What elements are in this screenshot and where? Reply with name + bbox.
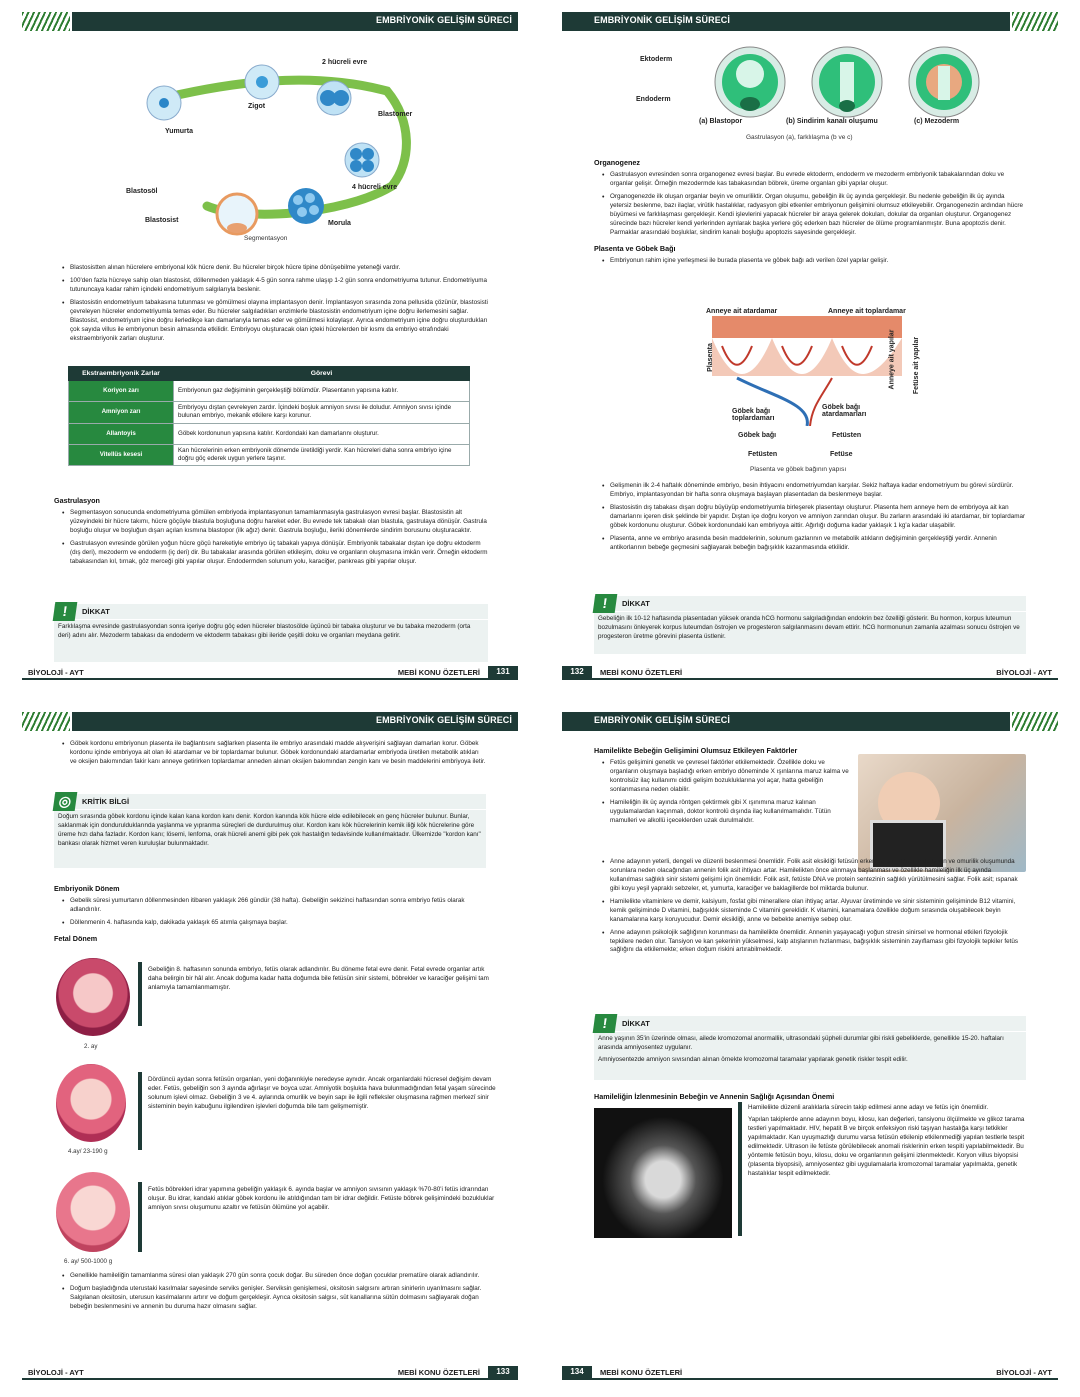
bullet: • Blastosistin endometriyum tabakasına tutunması ve gömülmesi olayına implantasyon denir. İmplantasyon sırasında zona pellusida çözünür, blastosisti çevreleyen hücreler endometriyumla temas eder. Bu hücreler salgıladıkları enzimlerle blastosistin endometriyum içine doğru ilerlemesini sağlar. Blastosist, endometriyum içine doğru ilerledikçe kan damarlarıyla temas eder ve gömülmesi kolaylaşır. Ayrıca endometriyum içine doğru oluşturdukları çok sayıda villus ile embriyonun besin almasında etkilidir. Embriyoyu oluşturacak olan içteki hücrelerden bir kısmı da embriyo etrafındaki ekstraembriyonik zarları oluşturur. [62,299,488,344]
bullet: • Embriyonun rahim içine yerleşmesi ile burada plasenta ve göbek bağı adı verilen özel yapılar gelişir. [602,257,1026,266]
bullet: • Gastrulasyon evresinde görülen yoğun hücre göçü hareketiyle embriyo üç tabakalı yapıya dönüşür. Embriyonik tabakalar dıştan içe doğru ektoderm (dış deri), mezoderm ve endoderm (iç deri) dir. Bu tabakalar arasında görülen etkileşim, doku ve organların oluşmasına imkân verir. Örneğin ektoderm tabakasından kıl, tırnak, göz merceği gibi yapılar oluşur. Endodermden solunum yolu, karaciğer, pankreas gibi yapılar oluşur. [62,540,488,567]
bullet: • Hamileliğin ilk üç ayında röntgen çektirmek gibi X ışınımına maruz kalınan uygulamalardan kaçınmalı, doktor kontrolü dışında ilaç kullanılmamalıdır. Tütün mamulleri ve alkollü içeceklerden uzak durulmalıdır. [602,799,854,826]
section-title: Organogenez [594,158,640,167]
label-blastosol: Blastosöl [126,188,158,195]
label-gobek-toplar: Göbek bağı toplardamarı [732,408,775,422]
bullet: • Anne adayının yeterli, dengeli ve düzenli beslenmesi önemlidir. Folik asit eksikliği fetüsün erken gelişim döneminde beyin ve omurilik oluşumunda sorunlara neden olacağından annenin folik asit ihtiyacı artar. Hamilelikten önce alınmaya başlanması ve özellikle hamileliğin ilk üç ayında kullanılması sağlıklı sinir sistemi gelişimi için önemlidir. Folik asit, fetüste DNA ve protein sentezinin sağlıklı yürütülmesini sağlar. Folik asit; ıspanak gibi koyu yeşil yapraklı sebzeler, et, yumurta, karaciğer ve baklagillerde bol miktarda bulunur. [602,858,1026,894]
label-blastosist: Blastosist [145,217,179,224]
box-text: Hamilelikte düzenli aralıklarla sürecin takip edilmesi anne adayı ve fetüs için önemlidir. [748,1104,989,1111]
dikkat-note [54,604,488,662]
label-plasenta: Plasenta [706,343,714,372]
baby-photo [858,754,1026,872]
label-blastomer: Blastomer [378,111,413,118]
page-footer [562,1366,1058,1379]
header-title: EMBRİYONİK GELİŞİM SÜRECİ [594,15,731,25]
page-footer [22,1366,518,1379]
bullet: • Blastosistin dış tabakası dışarı doğru büyüyüp endometriyumla birleşerek plasentayı oluşturur. Plasenta hem anneye hem de embriyoya ait kan damarlarını içeren disk şeklinde bir yapıdır. Dıştan içe doğru koryon ve amniyon zarından oluşur. Bu zarların arasındaki iki atardamar, bir toplardamar göbek kordonunu oluşturur. Göbek kordonundaki kan embriyoya aittir. Ağırlığı doğuma kadar yaklaşık 1 kg'a kadar ulaşabilir. [602,504,1026,531]
header-hatch [22,12,70,31]
label-gobek-atar: Göbek bağı atardamarları [822,404,867,418]
page-number: 132 [562,666,592,678]
bullet: • Gebelik süresi yumurtanın döllenmesinden itibaren yaklaşık 266 gündür (38 hafta). Gebeliğin sekizinci haftasından sonra embriyo fetüs olarak adlandırılır. [62,897,486,915]
fetal-text-box: Fetüs böbrekleri idrar yapımına gebeliğin yaklaşık 6. ayında başlar ve amniyon sıvısının yaklaşık %70-80'i fetüs idrarından oluşur. Bu idrar, kandaki atıklar göbek kordonu ile atıldığından tam bir idrar değildir. Fetüste böbrek gelişimindeki bozukluklar amniyon sıvısı oluşumunu azaltır ve fetüsün ölümüne yol açabilir. [138,1182,502,1252]
monitoring-box [738,1102,1036,1236]
label-anne-yapilar: Anneye ait yapılar [888,329,896,390]
footer-series: MEBİ KONU ÖZETLERİ [600,668,683,677]
dikkat-note [594,596,1026,654]
factors-section [594,740,854,830]
placenta-bullets [602,482,1026,557]
label-morula: Morula [328,220,351,227]
warning-icon: ! [593,594,618,613]
table-row: Vitellüs kesesi Kan hücrelerinin erken embriyonik dönemde üretildiği yerdir. Kan hücreleri daha sonra embriyo içine doğru göç ederek uygun yerlere taşınır. [69,444,470,466]
table-header: Görevi [174,367,470,381]
bullet: • Hamilelikte vitaminlere ve demir, kalsiyum, fosfat gibi minerallere olan ihtiyaç artar. Alyuvar üretiminde ve sinir sisteminin gelişiminde B12 vitamini, kemik gelişiminde D vitamini, bağışıklık sisteminde C vitamini gereklidir. K vitamini, kanamalara özellikle doğum sırasında oluşabilecek beyin kanamalarına karşı koruyucudur. Demir eksikliği, anne ve bebekte anemiye sebep olur. [602,898,1026,925]
header-hatch [1012,712,1058,731]
fetus-2-month-image [56,958,130,1036]
fetal-caption: 2. ay [84,1043,98,1050]
label-mezoderm: (c) Mezoderm [914,118,960,125]
kritik-bilgi-note [54,794,486,868]
header-bar [562,12,1010,31]
bullet: • 100'den fazla hücreye sahip olan blastosist, döllenmeden yaklaşık 4-5 gün sonra rahme ulaşıp 1-2 gün sonra endometriyuma tutunur. Endometriyuma tutununcaya kadar rahim içindeki endometriyum salgılarıyla beslenir. [62,277,488,295]
table-row: Koriyon zarı Embriyonun gaz değişiminin gerçekleştiği bölümdür. Plasentanın yapısına katılır. [69,381,470,402]
page-134 [562,706,1058,1396]
organogenez-section [594,152,1026,270]
label-segmentasyon: Segmentasyon [244,235,288,242]
placenta-caption: Plasenta ve göbek bağının yapısı [750,466,847,473]
birth-bullets [62,1272,486,1316]
bullet: • Plasenta, anne ve embriyo arasında besin maddelerinin, solunum gazlarının ve metabolik atıkların değişiminin gerçekleştiği yerdir. Annenin antikorlarının bebeğe geçmesini sağlayarak bebeğin bağışıklık kazanmasında etkilidir. [602,535,1026,553]
four-cell-stage [345,143,379,177]
diagram-caption: Gastrulasyon (a), farklılaşma (b ve c) [746,134,853,141]
page-132 [562,6,1058,696]
footer-subject: BİYOLOJİ - AYT [28,668,84,677]
membrane-table [68,366,470,466]
note-title: DİKKAT [622,1019,650,1028]
page-footer [562,666,1058,679]
fetus-6-month-image [56,1172,130,1252]
stage-a [715,47,785,117]
label-fetusten-2: Fetüsten [748,451,778,458]
fetal-caption: 4.ay/ 23-190 g [68,1148,108,1155]
footer-series: MEBİ KONU ÖZETLERİ [397,668,480,677]
note-text: Farklılaşma evresinde gastrulasyondan sonra içeriye doğru göç eden hücreler blastosölde üçüncü bir tabaka oluşturur ve bu tabaka mezoderm (orta deri) adını alır. Mezoderm tabakası da endoderm ve ektoderm tabakası gibi ileride çeşitli doku ve organları meydana getirir. [58,623,471,639]
footer-subject: BİYOLOJİ - AYT [28,1368,84,1377]
label-gobek-bagi: Göbek bağı [738,432,777,439]
warning-icon: ! [593,1014,618,1033]
morula [288,188,324,224]
page-header [562,712,1058,731]
gastrulation-diagram [712,44,982,124]
footer-series: MEBİ KONU ÖZETLERİ [600,1368,683,1377]
note-text: Gebeliğin ilk 10-12 haftasında plasentadan yüksek oranda hCG hormonu salgıladığından endokrin bez özelliği gösterir. Bu hormon, korpus luteumun bozulmasını önleyerek korpus luteumdan östrojen ve progesteron salgılanmasını devam ettirir. hCG hormonunun zamanla azalması sonucu östrojen ve progesteron üretme görevini plasenta üstlenir. [598,615,1020,640]
label-ektoderm: Ektoderm [640,56,673,63]
bullet: • Fetüs gelişimini genetik ve çevresel faktörler etkilemektedir. Özellikle doku ve organların oluşmaya başladığı erken embriyo döneminde X ışınlarına maruz kalma ve kontrolsüz ilaç kullanımı ciddi gelişim bozukluklarına yol açar, hatta gebeliğin sonlanmasına neden olabilir. [602,759,854,795]
stage-c [909,47,979,117]
fetus-4-month-image [56,1064,126,1142]
bullet: • Döllenmenin 4. haftasında kalp, dakikada yaklaşık 65 atımla çalışmaya başlar. [62,919,486,928]
page-number: 131 [488,666,518,678]
label-zigot: Zigot [248,103,266,110]
footer-subject: BİYOLOJİ - AYT [996,668,1052,677]
bullet: • Göbek kordonu embriyonun plasenta ile bağlantısını sağlarken plasenta ile embriyo arasındaki madde alışverişini sağlayan damarları korur. Göbek kordonu içinde embriyoya ait olan iki atardamar ve bir toplardamar bulunur. Göbek kordonundaki atardamarlar embriyoda üretilen metabolik atıkları ve oksijen bakımından fakir kanı anneye getirirken toplardamar anneden alınan oksijen bakımından zengin kanı ve besin maddelerini embriyoya iletir. [62,740,486,767]
page-footer [22,666,518,679]
bullet: • Segmentasyon sonucunda endometriyuma gömülen embriyoda implantasyonun tamamlanmasıyla gastrulasyon evresi başlar. Blastosistin alt yüzeyindeki bir hücre takımı, hücre göçüyle blastula boşluğuna doğru hareket eder. Bu evrede tek tabakalı olan blastula, gastrulaya dönüşür. Gastrula boşluğu oluşur ve boşluğun dışarı açılan kısmına blastopor (ilk ağız) denir. Gastrula boşluğu, ileriki dönemlerde sindirim borusunu oluşturacaktır. [62,509,488,536]
intro-bullets [62,264,488,348]
note-text: Anne yaşının 35'in üzerinde olması, ailede kromozomal anormallik, ultrasondaki şüpheli durumlar gibi riskli gebeliklerde, genellikle 15-20. haftaları arasında amniyosentez uygulanır. [598,1035,1004,1051]
label-sindirim: (b) Sindirim kanalı oluşumu [786,118,878,125]
note-title: DİKKAT [82,607,110,616]
note-title: DİKKAT [622,599,650,608]
label-2-hucreli: 2 hücreli evre [322,59,368,66]
bullet: • Gastrulasyon evresinden sonra organogenez evresi başlar. Bu evrede ektoderm, endoderm ve mezoderm embriyonik tabakalarından doku ve organlar gelişir. Örneğin mezodermde kas tabakasından böbrek, üreme organları gibi yapılar oluşur. [602,171,1026,189]
label-yumurta: Yumurta [165,128,194,135]
section-title: Hamileliğin İzlenmesinin Bebeğin ve Annenin Sağlığı Açısından Önemi [594,1092,835,1101]
header-title: EMBRİYONİK GELİŞİM SÜRECİ [594,715,731,725]
page-number: 134 [562,1366,592,1378]
note-text: Amniyosentezde amniyon sıvısından alınan örnekte kromozomal taramalar yapılarak genetik riskler tespit edilir. [598,1055,908,1063]
section-title: Plasenta ve Göbek Bağı [594,243,676,253]
page-131 [22,6,518,696]
footer-subject: BİYOLOJİ - AYT [996,1368,1052,1377]
note-text: Doğum sırasında göbek kordonu içinde kalan kana kordon kanı denir. Kordon kanında kök hücre elde edilebilecek en genç hücreler bulunur. Bunlar, saklanmak için dondurulduklarında yaşlanma ve yıpranma süreçleri de durdurulmuş olur. Kordon kanı kök hücrelerinin kemik iliği kök hücrelerine göre üreme hızı daha fazladır. Kordon kanı; lösemi, lenfoma, orak hücreli anemi gibi pek çok hastalığın tedavisinde kullanılmaktadır. Ülkemizde "kordon kanı" bankası olarak hizmet veren kuruluşlar bulunmaktadır. [58,813,481,847]
bullet: • Organogenezde ilk oluşan organlar beyin ve omuriliktir. Organ oluşumu, gebeliğin ilk üç ayında gerçekleşir. Bu nedenle gebeliğin ilk üç ayında yetersiz beslenme, bazı ilaçlar, virütik hastalıklar, radyasyon gibi etkenler embriyonun gelişimini olumsuz etkileyebilir. Organogenezin ardından hücre büyümesi ve farklılaşması gerçekleşir. Kendi işlevlerini yapacak hücreler bir araya gelerek dokuları, dokular da organları oluşturur. Organogenez sürecinde bazı hücreler kendi yerlerinden ayrılarak başka yerlere göç ederken bazı hücreler de ölüme programlanmıştır. Buna apoptozis denir. Parmaklar arasındaki boşluklar, sindirim kanalı boşluğu apoptozis sayesinde gerçekleşir. [602,193,1026,238]
target-icon: ◎ [53,792,78,811]
segmentation-diagram [112,46,422,256]
header-bar [562,712,1010,731]
bullet: • Doğum başladığında uterustaki kasılmalar sayesinde serviks genişler. Serviksin genişlemesi, oksitosin salgısını artıran sinirlerin uyarılmasını sağlar. Salgılanan oksitosin, uterusun kasılmalarını artırır ve doğum gerçekleşir. Ayrıca oksitosin salgısı, süt kanallarına sütün dolmasını sağlayarak doğan bebeğin beslenmesini ve annenin bu duruma hazır olmasını sağlar. [62,1285,486,1312]
header-title: EMBRİYONİK GELİŞİM SÜRECİ [375,715,512,725]
label-anne-atar: Anneye ait atardamar [706,308,778,315]
label-fetus-yapilar: Fetüse ait yapılar [913,336,921,395]
bullet: • Blastosistten alınan hücrelere embriyonal kök hücre denir. Bu hücreler birçok hücre tipine dönüşebilme yeteneği vardır. [62,264,488,273]
stage-b [812,47,882,117]
fetal-text-box: Dördüncü aydan sonra fetüsün organları, yeni doğanınkiyle neredeyse aynıdır. Ancak organlardaki hücresel değişim devam eder. Fetüs, gebeliğin son 3 ayında ağırlaşır ve boyca uzar. Amniyotik boşlukta hava bulunmadığından fetal yaşam sürecinde solunum işlevi olmaz. Gebeliğin 3 ve 4. aylarında omurilik ve beyin sapı ile ilgili refleksler oluşmasına rağmen merkezî sinir sisteminin beyin kabuğunu ilgilendiren işlevleri doğumda bile tam gelişmemiştir. [138,1072,502,1150]
label-fetuse: Fetüse [830,451,853,458]
fetal-text-box: Gebeliğin 8. haftasının sonunda embriyo, fetüs olarak adlandırılır. Bu döneme fetal evre denir. Fetal evrede organlar artık daha belirgin bir hâl alır. Ancak doğuma kadar hatta doğumda bile fetüsün sinir sistemi, böbrekler ve karaciğer gelişimi tam anlamıyla tamamlanmamıştır. [138,962,502,1026]
header-title: EMBRİYONİK GELİŞİM SÜRECİ [375,15,512,25]
label-fetusten-1: Fetüsten [832,432,862,439]
table-row: Amniyon zarı Embriyoyu dıştan çevreleyen zardır. İçindeki boşluk amniyon sıvısı ile doludur. Amniyon sıvısı içinde bulunan embriyo, mekanik etkilere karşı korunur. [69,402,470,424]
section-title: Hamilelikte Bebeğin Gelişimini Olumsuz Etkileyen Faktörler [594,746,798,755]
ultrasound-image [594,1108,732,1238]
fetal-caption: 6. ay/ 500-1000 g [64,1258,113,1265]
page-133 [22,706,518,1396]
label-endoderm: Endoderm [636,96,671,103]
label-blastopor: (a) Blastopor [699,118,743,125]
warning-icon: ! [53,602,78,621]
section-title: Gastrulasyon [54,496,100,505]
page-header [22,712,518,731]
header-bar [72,12,518,31]
header-hatch [22,712,70,731]
section-title: Fetal Dönem [54,934,98,944]
bullet: • Genellikle hamileliğin tamamlanma süresi olan yaklaşık 270 gün sonra çocuk doğar. Bu süreden önce doğan çocuklar prematüre olarak adlandırılır. [62,1272,486,1281]
gastrulasyon-section [54,490,488,571]
header-bar [72,712,518,731]
table-header: Ekstraembriyonik Zarlar [69,367,174,381]
nutrition-bullets [602,858,1026,959]
bullet: • Anne adayının psikolojik sağlığının korunması da hamilelikte önemlidir. Annenin yaşayacağı yoğun stresin sinirsel ve hormonal etkileri fizyolojik tepkilere neden olur. Tansiyon ve kan şekerinin yükselmesi, kalp atışlarının hızlanması, bağışıklık sisteminin zayıflaması gibi fizyolojik tepkiler fetüs sağlığını da etkilemekte; erken doğum riskini artırabilmektedir. [602,929,1026,956]
page-number: 133 [488,1366,518,1378]
bullet: • Gelişmenin ilk 2-4 haftalık döneminde embriyo, besin ihtiyacını endometriyumdan karşılar. Sekiz haftaya kadar endometriyum bu görevi sürdürür. Embriyo, implantasyondan bir hafta sonra oluşmaya başlayan plasentadan da beslenmeye başlar. [602,482,1026,500]
page-header [562,12,1058,31]
label-4-hucreli: 4 hücreli evre [352,184,398,191]
cord-bullet [62,740,486,771]
table-row: Allantoyis Göbek kordonunun yapısına katılır. Kordondaki kan damarlarını oluşturur. [69,423,470,444]
header-hatch [1012,12,1058,31]
section-title: Embriyonik Dönem [54,884,120,893]
embriyonik-section [54,878,486,947]
dikkat-note [594,1016,1026,1080]
label-anne-toplar: Anneye ait toplardamar [828,308,906,315]
footer-series: MEBİ KONU ÖZETLERİ [397,1368,480,1377]
box-text: Yapılan takiplerde anne adayının boyu, kilosu, kan değerleri, tansiyonu ölçülmekte ve glikoz tarama testleri yapılmaktadır. HIV, hepatit B ve birçok enfeksiyon riski taşıyan hastalığa karşı tetkikler yapılmaktadır. Kan uyuşmazlığı durumu varsa fetüsün etkilenip etkilenmediği yapılan testlerle tespit edilmektedir. Ultrason ile fetüste görülebilecek anomali risklerinin erken tespiti yapılabilmektedir. Bu yöntemle fetüsün boyu, kilosu, doku ve organlarının gelişimi izlenmektedir. Koryon villus biyopsisi (plasenta biyopsisi), amniyosentez gibi uygulamalarla kromozomal taramalar yapılmakta, genetik hastalıklar tespit edilmektedir. [748,1115,1025,1177]
note-title: KRİTİK BİLGİ [82,797,130,806]
page-header [22,12,518,31]
